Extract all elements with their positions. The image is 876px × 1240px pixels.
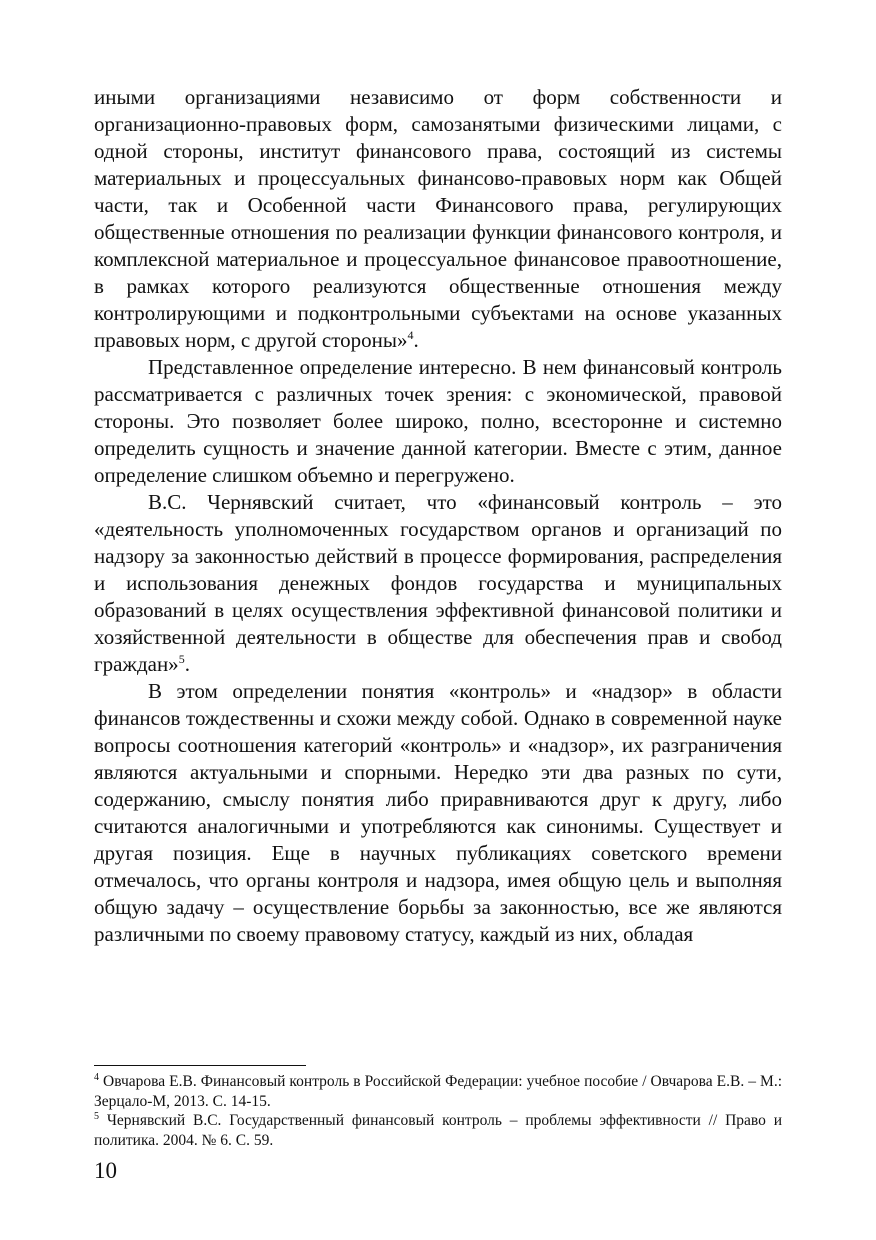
footnote-text: Чернявский В.С. Государственный финансовый контроль – проблемы эффективности // Право и политика. 2004. № 6. С. 59.: [94, 1112, 783, 1149]
footnote-reference[interactable]: 4: [407, 328, 414, 342]
paragraph: [94, 354, 782, 489]
page-number: 10: [94, 1158, 117, 1183]
paragraph: [94, 678, 782, 948]
footnote-reference[interactable]: 5: [178, 652, 185, 666]
paragraph: [94, 489, 782, 678]
paragraph-text: В.С. Чернявский считает, что «финансовый контроль – это «деятельность уполномоченных государством органов и организаций по надзору за законностью действий в процессе формирования, распределения и использования денежных фондов государства и муниципальных образований в целях осуществления эффективной финансовой политики и хозяйственной деятельности в обществе для обеспечения прав и свобод граждан»: [94, 490, 782, 676]
footnote: [94, 1111, 782, 1150]
footnote-separator: [94, 1065, 306, 1066]
paragraph-tail: .: [184, 652, 190, 676]
main-text: [94, 84, 782, 948]
footnotes: [94, 1072, 782, 1150]
footnote-text: Овчарова Е.В. Финансовый контроль в Российской Федерации: учебное пособие / Овчарова Е.В. – М.: Зерцало-М, 2013. С. 14-15.: [94, 1073, 783, 1110]
paragraph-text: В этом определении понятия «контроль» и «надзор» в области финансов тождественны и схожи между собой. Однако в современной науке вопросы соотношения категорий «контроль» и «надзор», их разграничения являются актуальными и спорными. Нередко эти два разных по сути, содержанию, смыслу понятия либо приравниваются друг к другу, либо считаются аналогичными и употребляются как синонимы. Существует и другая позиция. Еще в научных публикациях советского времени отмечалось, что органы контроля и надзора, имея общую цель и выполняя общую задачу – осуществление борьбы за законностью, все же являются различными по своему правовому статусу, каждый из них, обладая: [94, 679, 782, 946]
paragraph-text: Представленное определение интересно. В нем финансовый контроль рассматривается с различных точек зрения: с экономической, правовой стороны. Это позволяет более широко, полно, всесторонне и системно определить сущность и значение данной категории. Вместе с этим, данное определение слишком объемно и перегружено.: [94, 355, 782, 487]
paragraph-continuation: [94, 84, 782, 354]
footnote-number: 4: [94, 1071, 99, 1083]
footnote: [94, 1072, 782, 1111]
paragraph-tail: .: [413, 328, 419, 352]
footnote-number: 5: [94, 1110, 99, 1122]
paragraph-text: иными организациями независимо от форм собственности и организационно-правовых форм, самозанятыми физическими лицами, с одной стороны, институт финансового права, состоящий из системы материальных и процессуальных финансово-правовых норм как Общей части, так и Особенной части Финансового права, регулирующих общественные отношения по реализации функции финансового контроля, и комплексной материальное и процессуальное финансовое правоотношение, в рамках которого реализуются общественные отношения между контролирующими и подконтрольными субъектами на основе указанных правовых норм, с другой стороны»: [94, 85, 782, 352]
